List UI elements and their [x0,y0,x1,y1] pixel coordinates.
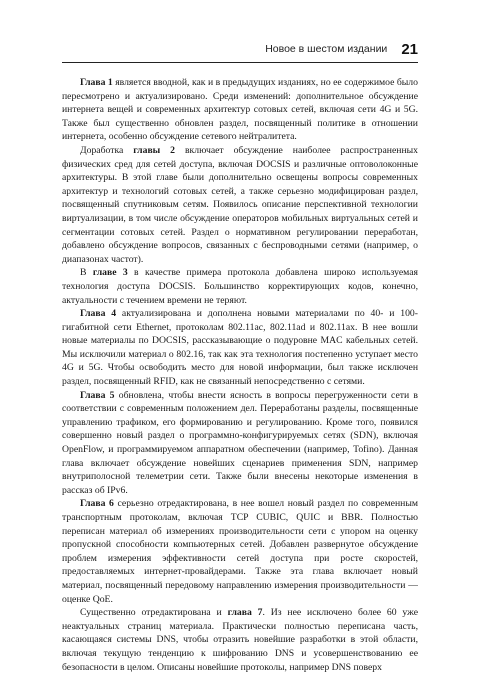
chapter-reference: главы 2 [133,144,176,156]
chapter-reference: Глава 4 [80,308,117,320]
body-text [62,76,418,674]
paragraph-chapter-5: Глава 5 обновлена, чтобы внести ясность в вопросы перегруженности сети в соответствии с современным положением дел. Переработаны разделы, посвященные управлению трафиком, его формированию и регулированию. Кроме того, появился совершенно новый раздел о программно-конфигурируемых сетях (SDN), включая OpenFlow, и программируемом аппаратном обеспечении (например, Tofino). Данная глава включает обсуждение новейших сценариев применения SDN, например внутриполосной телеметрии сети. Также были внесены некоторые изменения в рассказ об IPv6. [62,389,418,496]
chapter-reference: Глава 5 [80,389,115,401]
header-rule [62,62,418,63]
chapter-reference: Глава 1 [80,77,113,88]
paragraph-chapter-1: Глава 1 является вводной, как и в предыдущих изданиях, но ее содержимое было пересмотрено и актуализировано. Среди изменений: дополнительное обсуждение интернета вещей и современных архитектур сотовых сетей, включая сети 4G и 5G. Также был существенно обновлен раздел, посвященный политике в отношении интернета, особенно обсуждение сетевого нейтралитета. [62,77,418,143]
paragraph-chapter-7: Существенно отредактирована и глава 7. Из нее исключено более 60 уже неактуальных страниц материала. Практически полностью переписана часть, касающаяся системы DNS, чтобы отразить новейшие разработки в этой области, включая текущую тенденцию к шифрованию DNS и усовершенствованию ее безопасности в целом. Описаны новейшие протоколы, например DNS поверх [62,607,419,673]
running-header-title: Новое в шестом издании [265,43,388,55]
page-number: 21 [401,40,418,58]
chapter-reference: глава 7 [227,607,263,619]
paragraph-chapter-3: В главе 3 в качестве примера протокола добавлена широко используемая технология доступа DOCSIS. Большинство корректирующих кодов, конечно, актуальности с течением времени не теряют. [62,267,419,306]
running-header [62,38,418,60]
paragraph-chapter-2: Доработка главы 2 включает обсуждение наиболее распространенных физических сред для сетей доступа, включая DOCSIS и различные оптоволоконные архитектуры. В этой главе были дополнительно освещены вопросы современных архитектур и технологий сотовых сетей, а также серьезно модифицирован раздел, посвященный спутниковым сетям. Появилось описание перспективной технологии виртуализации, в том числе обсуждение операторов мобильных виртуальных сетей и сегментации сотовых сетей. Раздел о нормативном регулировании переработан, добавлено обсуждение вопросов, связанных с беспроводными сетями (например, о диапазонах частот). [62,144,418,265]
chapter-reference: Глава 6 [80,498,114,510]
paragraph-chapter-4: Глава 4 актуализирована и дополнена новыми материалами по 40- и 100-гигабитной сети Ethernet, протоколам 802.11ac, 802.11ad и 802.11ax. В нее вошли новые материалы по DOCSIS, рассказывающие о подуровне MAC кабельных сетей. Мы исключили материал о 802.16, так как эта технология постепенно уступает место 4G и 5G. Чтобы освободить место для новой информации, был также исключен раздел, посвященный RFID, как не связанный непосредственно с сетями. [62,308,418,388]
chapter-reference: главе 3 [92,267,128,279]
paragraph-chapter-6: Глава 6 серьезно отредактирована, в нее вошел новый раздел по современным транспортным протоколам, включая TCP CUBIC, QUIC и BBR. Полностью переписан материал об измерениях производительности сети с упором на оценку пропускной способности компьютерных сетей. Добавлен развернутое обсуждение проблем измерения эффективности сетей доступа при росте скоростей, предоставляемых интернет-провайдерами. Также эта глава включает новый материал, посвященный передовому направлению измерения производительности — оценке QoE. [62,498,418,605]
